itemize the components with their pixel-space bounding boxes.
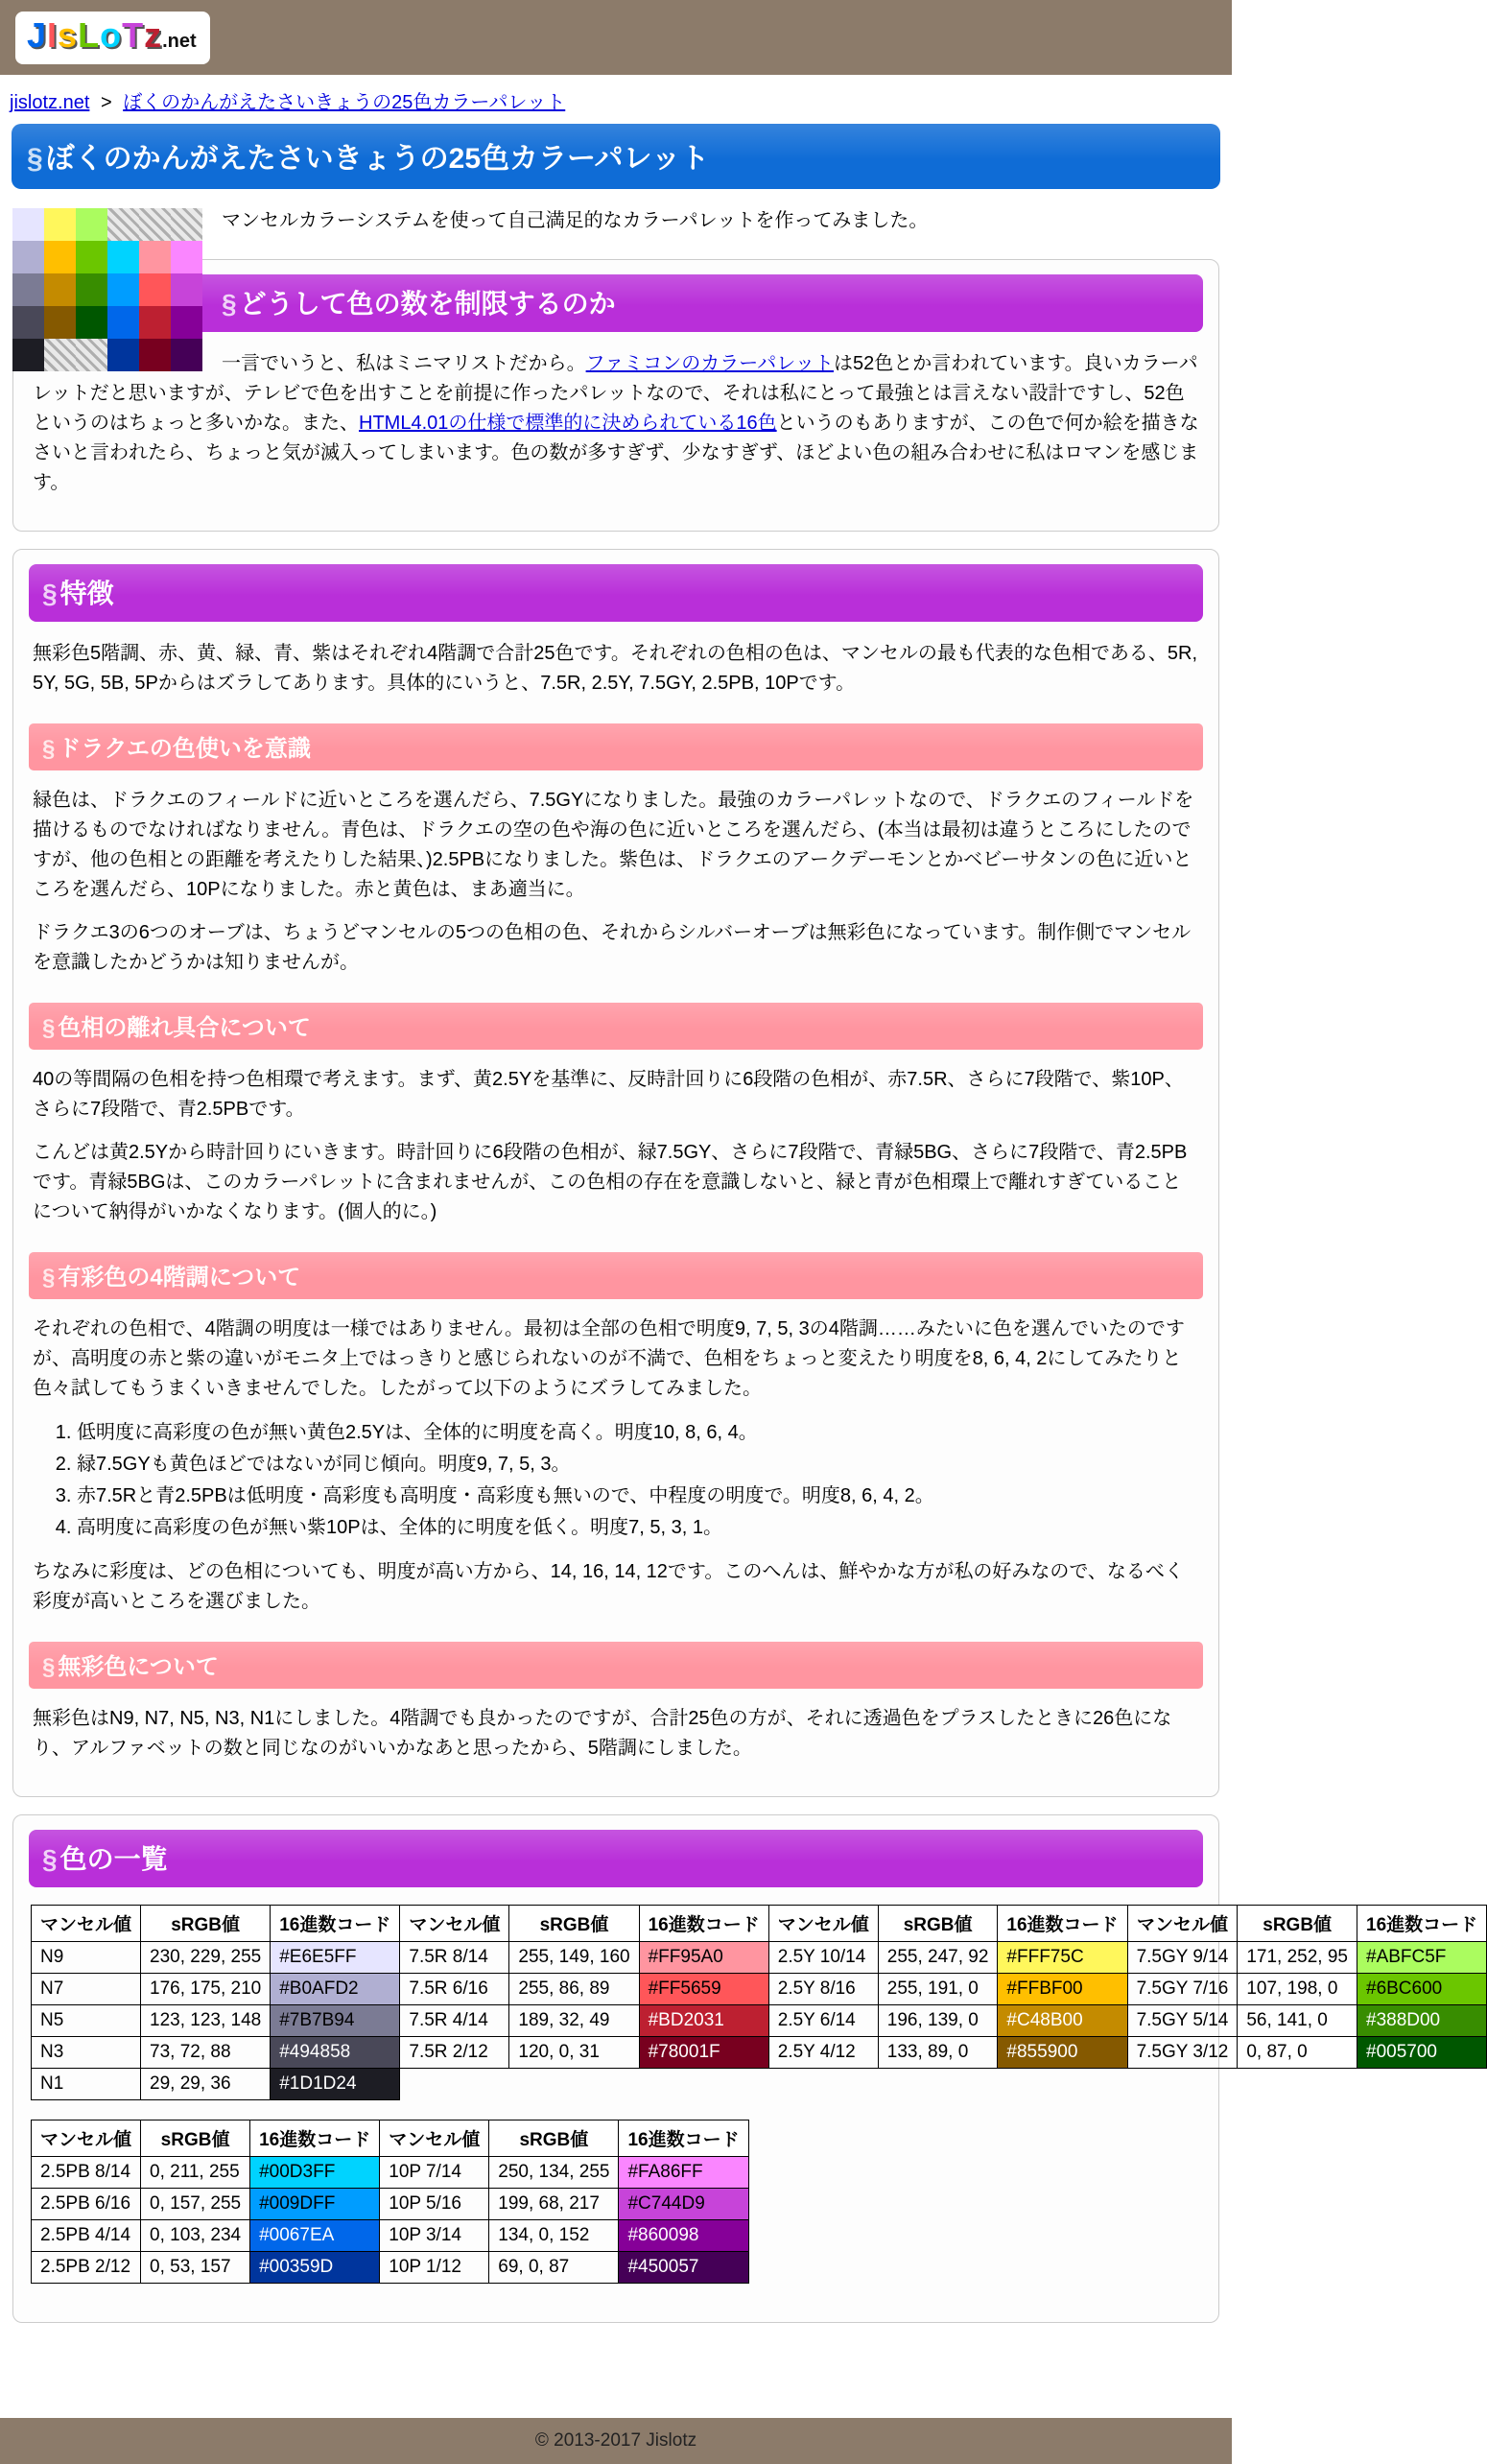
subsection-heading-chromatic-tones xyxy=(29,1252,1203,1299)
value-cell: 7.5GY 7/16 xyxy=(1127,1974,1238,2005)
table-row xyxy=(32,1974,1487,2005)
value-cell: 2.5Y 8/16 xyxy=(768,1974,878,2005)
palette-swatch xyxy=(107,339,139,371)
hex-code-cell: #00359D xyxy=(250,2252,380,2284)
palette-swatch xyxy=(139,241,171,273)
column-header: マンセル値 xyxy=(380,2120,489,2157)
hex-code-cell: #005700 xyxy=(1357,2037,1487,2069)
table-row xyxy=(32,2252,749,2284)
value-cell: 10P 1/12 xyxy=(380,2252,489,2284)
palette-swatch xyxy=(107,273,139,306)
value-cell: 171, 252, 95 xyxy=(1238,1942,1357,1974)
value-cell: 255, 191, 0 xyxy=(878,1974,998,2005)
palette-swatch xyxy=(44,241,76,273)
hex-code-cell: #7B7B94 xyxy=(271,2005,400,2037)
intro-section xyxy=(12,206,1219,236)
hex-code-cell: #494858 xyxy=(271,2037,400,2069)
palette-hatch xyxy=(76,339,107,371)
palette-swatch xyxy=(44,208,76,241)
table-row xyxy=(32,2069,1487,2100)
breadcrumb xyxy=(10,86,1222,114)
section-anchor-link[interactable]: § xyxy=(42,1844,58,1874)
hex-code-cell: #855900 xyxy=(998,2037,1127,2069)
column-header: sRGB値 xyxy=(1238,1906,1357,1942)
paragraph: 無彩色はN9, N7, N5, N3, N1にしました。4階調でも良かったのですが、合計25色の方が、それに透過色をプラスしたときに26色になり、アルファベットの数と同じなのがいいかなあと思ったから、5階調にしました。 xyxy=(33,1708,1172,1759)
palette-swatch xyxy=(76,241,107,273)
value-cell: 189, 32, 49 xyxy=(509,2005,639,2037)
heading-text: 特徴 xyxy=(59,579,114,608)
color-table-secondary xyxy=(31,2120,749,2284)
hex-code-cell: #FFF75C xyxy=(998,1942,1127,1974)
palette-swatch xyxy=(139,339,171,371)
palette-swatch xyxy=(44,306,76,339)
value-cell: 120, 0, 31 xyxy=(509,2037,639,2069)
paragraph: 緑色は、ドラクエのフィールドに近いところを選んだら、7.5GYになりました。最強のカラーパレットなので、ドラクエのフィールドを描けるものでなければなりません。青色は、ドラクエの空の色や海の色に近いところを選んだら、(本当は最初は違うところにしたのですが、他の色相との距離を考えたりした結果、)2.5PBになりました。紫色は、ドラクエのアークデーモンとかベビーサタンの色に近いところを選んだら、10Pになりました。赤と黄色は、まあ適当に。 xyxy=(33,790,1194,900)
column-header: マンセル値 xyxy=(1127,1906,1238,1942)
value-cell: 2.5PB 4/14 xyxy=(32,2220,141,2252)
column-header: 16進数コード xyxy=(1357,1906,1487,1942)
subsection-heading-neutrals xyxy=(29,1642,1203,1689)
breadcrumb-separator: > xyxy=(100,92,112,113)
table-row xyxy=(32,2037,1487,2069)
page-title-text: ぼくのかんがえたさいきょうの25色カラーパレット xyxy=(45,143,710,175)
value-cell: 10P 5/16 xyxy=(380,2189,489,2220)
palette-swatch xyxy=(76,273,107,306)
heading-text: どうして色の数を制限するのか xyxy=(239,289,616,319)
palette-hatch xyxy=(139,208,171,241)
hex-code-cell: #E6E5FF xyxy=(271,1942,400,1974)
palette-swatch xyxy=(12,241,44,273)
value-cell: 7.5GY 3/12 xyxy=(1127,2037,1238,2069)
copyright-text: © 2013-2017 Jislotz xyxy=(534,2430,697,2451)
column-header: sRGB値 xyxy=(878,1906,998,1942)
column-header: マンセル値 xyxy=(400,1906,509,1942)
logo-letter: I xyxy=(47,15,59,55)
section-anchor-link[interactable]: § xyxy=(222,289,237,319)
subsection-heading-hue-spacing xyxy=(29,1003,1203,1050)
column-header: sRGB値 xyxy=(141,2120,250,2157)
table-row xyxy=(32,2157,749,2189)
page-title xyxy=(12,124,1220,189)
tone-rules-list xyxy=(33,1417,1199,1544)
palette-swatch xyxy=(139,273,171,306)
column-header: 16進数コード xyxy=(639,1906,768,1942)
hex-code-cell: #860098 xyxy=(619,2220,748,2252)
section-heading-why-limit xyxy=(29,274,1203,332)
value-cell: 56, 141, 0 xyxy=(1238,2005,1357,2037)
table-header-row xyxy=(32,1906,1487,1942)
column-header: マンセル値 xyxy=(32,1906,141,1942)
logo-letter: J xyxy=(27,15,48,55)
value-cell: 10P 3/14 xyxy=(380,2220,489,2252)
palette-hatch xyxy=(44,339,76,371)
column-header: 16進数コード xyxy=(271,1906,400,1942)
paragraph: それぞれの色相で、4階調の明度は一様ではありません。最初は全部の色相で明度9, 7, 5, 3の4階調……みたいに色を選んでいたのですが、高明度の赤と紫の違いがモニタ上ではっきりと感じられないのが不満で、色相をちょっと変えたり明度を8, 6, 4, 2にしてみたりと色々試してもうまくいきませんでした。したがって以下のようにズラしてみました。 xyxy=(33,1318,1185,1399)
heading-text: ドラクエの色使いを意識 xyxy=(58,736,311,762)
palette-swatch xyxy=(107,306,139,339)
hex-code-cell: #FA86FF xyxy=(619,2157,748,2189)
value-cell: 133, 89, 0 xyxy=(878,2037,998,2069)
value-cell: 0, 103, 234 xyxy=(141,2220,250,2252)
column-header: sRGB値 xyxy=(489,2120,619,2157)
intro-text: マンセルカラーシステムを使って自己満足的なカラーパレットを作ってみました。 xyxy=(222,210,929,231)
hex-code-cell: #FF95A0 xyxy=(639,1942,768,1974)
paragraph: ドラクエ3の6つのオーブは、ちょうどマンセルの5つの色相の色、それからシルバーオーブは無彩色になっています。制作側でマンセルを意識したかどうかは知りませんが。 xyxy=(33,922,1192,973)
section-heading-color-list xyxy=(29,1830,1203,1887)
value-cell: N3 xyxy=(32,2037,141,2069)
value-cell: 2.5Y 4/12 xyxy=(768,2037,878,2069)
inline-link[interactable]: HTML4.01の仕様で標準的に決められている16色 xyxy=(359,413,777,434)
hex-code-cell: #00D3FF xyxy=(250,2157,380,2189)
value-cell: 107, 198, 0 xyxy=(1238,1974,1357,2005)
column-header: sRGB値 xyxy=(141,1906,271,1942)
value-cell: 250, 134, 255 xyxy=(489,2157,619,2189)
hex-code-cell: #78001F xyxy=(639,2037,768,2069)
value-cell: 176, 175, 210 xyxy=(141,1974,271,2005)
paragraph: ちなみに彩度は、どの色相についても、明度が高い方から、14, 16, 14, 12です。このへんは、鮮やかな方が私の好みなので、なるべく彩度が高いところを選びました。 xyxy=(33,1561,1184,1612)
list-item: 4. 高明度に高彩度の色が無い紫10Pは、全体的に明度を低く。明度7, 5, 3, 1。 xyxy=(77,1512,1199,1544)
logo-letter: T xyxy=(122,15,145,55)
hex-code-cell: #FFBF00 xyxy=(998,1974,1127,2005)
palette-swatch xyxy=(12,306,44,339)
section-anchor-link[interactable]: § xyxy=(27,143,43,175)
table-row xyxy=(32,2189,749,2220)
palette-image xyxy=(12,208,202,371)
column-header: sRGB値 xyxy=(509,1906,639,1942)
logo-letter: L xyxy=(78,15,101,55)
value-cell: 10P 7/14 xyxy=(380,2157,489,2189)
hex-code-cell: #009DFF xyxy=(250,2189,380,2220)
section-anchor-link[interactable]: § xyxy=(42,1654,56,1680)
logo-suffix: .net xyxy=(162,31,197,52)
value-cell: 196, 139, 0 xyxy=(878,2005,998,2037)
palette-swatch xyxy=(171,339,202,371)
palette-swatch xyxy=(139,306,171,339)
hex-code-cell: #388D00 xyxy=(1357,2005,1487,2037)
value-cell: 2.5PB 2/12 xyxy=(32,2252,141,2284)
value-cell: N5 xyxy=(32,2005,141,2037)
column-header: 16進数コード xyxy=(998,1906,1127,1942)
value-cell: 2.5PB 6/16 xyxy=(32,2189,141,2220)
hex-code-cell: #0067EA xyxy=(250,2220,380,2252)
palette-hatch xyxy=(171,208,202,241)
palette-swatch xyxy=(12,339,44,371)
value-cell: 230, 229, 255 xyxy=(141,1942,271,1974)
heading-text: 色の一覧 xyxy=(59,1844,168,1874)
hex-code-cell: #BD2031 xyxy=(639,2005,768,2037)
heading-text: 色相の離れ具合について xyxy=(58,1015,311,1041)
value-cell: 7.5R 2/12 xyxy=(400,2037,509,2069)
column-header: マンセル値 xyxy=(768,1906,878,1942)
value-cell: N7 xyxy=(32,1974,141,2005)
value-cell: 0, 87, 0 xyxy=(1238,2037,1357,2069)
hex-code-cell: #B0AFD2 xyxy=(271,1974,400,2005)
value-cell: 7.5GY 5/14 xyxy=(1127,2005,1238,2037)
inline-link[interactable]: ファミコンのカラーパレット xyxy=(585,353,835,374)
site-logo[interactable] xyxy=(15,12,210,64)
table-row xyxy=(32,2005,1487,2037)
value-cell: 29, 29, 36 xyxy=(141,2069,271,2100)
value-cell: 7.5GY 9/14 xyxy=(1127,1942,1238,1974)
value-cell: 7.5R 8/14 xyxy=(400,1942,509,1974)
hex-code-cell: #C48B00 xyxy=(998,2005,1127,2037)
column-header: 16進数コード xyxy=(250,2120,380,2157)
value-cell: 69, 0, 87 xyxy=(489,2252,619,2284)
table-row xyxy=(32,2220,749,2252)
table-row xyxy=(32,1942,1487,1974)
heading-text: 無彩色について xyxy=(58,1654,219,1680)
palette-swatch xyxy=(76,208,107,241)
column-header: マンセル値 xyxy=(32,2120,141,2157)
value-cell: 0, 53, 157 xyxy=(141,2252,250,2284)
value-cell: 255, 247, 92 xyxy=(878,1942,998,1974)
paragraph: こんどは黄2.5Yから時計回りにいきます。時計回りに6段階の色相が、緑7.5GY、さらに7段階で、青緑5BG、さらに7段階で、青2.5PBです。青緑5BGは、このカラーパレットに含まれませんが、この色相の存在を意識しないと、緑と青が色相環上で離れすぎていることについて納得がいかなくなります。(個人的に。) xyxy=(33,1142,1188,1222)
hex-code-cell: #FF5659 xyxy=(639,1974,768,2005)
section-features xyxy=(12,549,1219,1797)
value-cell: 255, 86, 89 xyxy=(509,1974,639,2005)
list-item: 3. 赤7.5Rと青2.5PBは低明度・高彩度も高明度・高彩度も無いので、中程度の明度で。明度8, 6, 4, 2。 xyxy=(77,1481,1199,1512)
hex-code-cell: #C744D9 xyxy=(619,2189,748,2220)
paragraph: 一言でいうと、私はミニマリストだから。ファミコンのカラーパレットは52色とか言われています。良いカラーパレットだと思いますが、テレビで色を出すことを前提に作ったパレットなので、それは私にとって最強とは言えない設計ですし、52色というのはちょっと多いかな。また、HTML4.01の仕様で標準的に決められている16色というのもありますが、この色で何か絵を描きなさいと言われたら、ちょっと気が滅入ってしまいます。色の数が多すぎず、少なすぎず、ほどよい色の組み合わせに私はロマンを感じます。 xyxy=(33,353,1199,493)
breadcrumb-current-link[interactable]: ぼくのかんがえたさいきょうの25色カラーパレット xyxy=(123,92,566,113)
section-heading-features xyxy=(29,564,1203,622)
section-anchor-link[interactable]: § xyxy=(42,1265,56,1291)
value-cell: 123, 123, 148 xyxy=(141,2005,271,2037)
palette-swatch xyxy=(12,208,44,241)
value-cell: N9 xyxy=(32,1942,141,1974)
logo-text xyxy=(27,15,162,55)
value-cell: 2.5Y 6/14 xyxy=(768,2005,878,2037)
section-color-list xyxy=(12,1814,1478,2323)
section-anchor-link[interactable]: § xyxy=(42,1015,56,1041)
value-cell: 0, 157, 255 xyxy=(141,2189,250,2220)
hex-code-cell: #1D1D24 xyxy=(271,2069,400,2100)
subsection-heading-dragon-quest xyxy=(29,723,1203,770)
hex-code-cell: #6BC600 xyxy=(1357,1974,1487,2005)
palette-swatch xyxy=(44,273,76,306)
table-header-row xyxy=(32,2120,749,2157)
section-anchor-link[interactable]: § xyxy=(42,736,56,762)
palette-swatch xyxy=(171,241,202,273)
breadcrumb-home-link[interactable]: jislotz.net xyxy=(10,92,90,113)
palette-swatch xyxy=(171,273,202,306)
value-cell: N1 xyxy=(32,2069,141,2100)
hex-code-cell: #ABFC5F xyxy=(1357,1942,1487,1974)
palette-swatch xyxy=(12,273,44,306)
value-cell: 7.5R 6/16 xyxy=(400,1974,509,2005)
palette-swatch xyxy=(107,241,139,273)
site-footer xyxy=(0,2418,1232,2464)
value-cell: 255, 149, 160 xyxy=(509,1942,639,1974)
value-cell: 0, 211, 255 xyxy=(141,2157,250,2189)
list-item: 1. 低明度に高彩度の色が無い黄色2.5Yは、全体的に明度を高く。明度10, 8, 6, 4。 xyxy=(77,1417,1199,1449)
value-cell: 2.5Y 10/14 xyxy=(768,1942,878,1974)
palette-swatch xyxy=(171,306,202,339)
logo-letter: s xyxy=(58,15,79,55)
palette-swatch xyxy=(76,306,107,339)
logo-letter: z xyxy=(144,15,163,55)
list-item: 2. 緑7.5GYも黄色ほどではないが同じ傾向。明度9, 7, 5, 3。 xyxy=(77,1449,1199,1481)
hex-code-cell: #450057 xyxy=(619,2252,748,2284)
value-cell: 73, 72, 88 xyxy=(141,2037,271,2069)
value-cell: 2.5PB 8/14 xyxy=(32,2157,141,2189)
value-cell: 199, 68, 217 xyxy=(489,2189,619,2220)
heading-text: 有彩色の4階調について xyxy=(58,1265,301,1291)
value-cell: 134, 0, 152 xyxy=(489,2220,619,2252)
paragraph: 40の等間隔の色相を持つ色相環で考えます。まず、黄2.5Yを基準に、反時計回りに6段階の色相が、赤7.5R、さらに7段階で、紫10P、さらに7段階で、青2.5PBです。 xyxy=(33,1069,1184,1120)
logo-letter: o xyxy=(100,15,123,55)
paragraph: 無彩色5階調、赤、黄、緑、青、紫はそれぞれ4階調で合計25色です。それぞれの色相の色は、マンセルの最も代表的な色相である、5R, 5Y, 5G, 5B, 5Pからはズラしてあります。具体的にいうと、7.5R, 2.5Y, 7.5GY, 2.5PB, 10Pです。 xyxy=(33,643,1198,694)
column-header: 16進数コード xyxy=(619,2120,748,2157)
site-header xyxy=(0,0,1232,75)
section-anchor-link[interactable]: § xyxy=(42,579,58,608)
value-cell: 7.5R 4/14 xyxy=(400,2005,509,2037)
color-table-main xyxy=(31,1905,1487,2100)
palette-hatch xyxy=(107,208,139,241)
